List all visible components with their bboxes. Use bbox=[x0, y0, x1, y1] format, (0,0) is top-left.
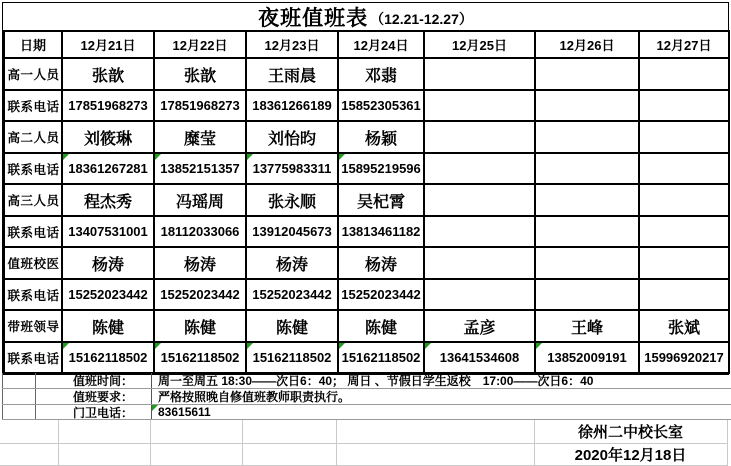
person-cell[interactable] bbox=[424, 184, 535, 216]
row-label[interactable]: 联系电话 bbox=[4, 216, 62, 247]
phone-cell[interactable] bbox=[639, 153, 729, 184]
person-cell[interactable] bbox=[424, 58, 535, 90]
phone-cell[interactable] bbox=[535, 90, 639, 121]
duty-table bbox=[3, 30, 730, 374]
duty-time-text[interactable]: 周一至周五 18:30——次日6：40； 周日 、节假日学生返校 17:00——次日6：40 bbox=[158, 374, 594, 388]
person-cell[interactable]: 陈健 bbox=[62, 310, 154, 342]
footer-section bbox=[0, 420, 731, 466]
phone-cell[interactable]: 15852305361 bbox=[338, 90, 424, 121]
person-cell[interactable]: 冯瑶周 bbox=[154, 184, 246, 216]
row-label[interactable]: 联系电话 bbox=[4, 90, 62, 121]
date-header-cell[interactable]: 12月21日 bbox=[62, 31, 154, 58]
phone-cell[interactable]: 15252023442 bbox=[338, 279, 424, 310]
phone-cell[interactable] bbox=[424, 153, 535, 184]
phone-cell[interactable]: 15162118502 bbox=[62, 342, 154, 373]
phone-cell[interactable]: 18361267281 bbox=[62, 153, 154, 184]
table-row-grade2-staff bbox=[4, 121, 729, 153]
phone-cell[interactable]: 13813461182 bbox=[338, 216, 424, 247]
date-header-cell[interactable]: 12月26日 bbox=[535, 31, 639, 58]
empty-cell[interactable] bbox=[2, 373, 36, 388]
phone-cell[interactable] bbox=[535, 153, 639, 184]
person-cell[interactable] bbox=[535, 58, 639, 90]
gridline bbox=[727, 420, 728, 466]
table-row-grade3-phone bbox=[4, 216, 729, 247]
person-cell[interactable]: 程杰秀 bbox=[62, 184, 154, 216]
phone-cell[interactable]: 13775983311 bbox=[246, 153, 338, 184]
phone-cell[interactable]: 17851968273 bbox=[62, 90, 154, 121]
person-cell[interactable]: 吴杞霄 bbox=[338, 184, 424, 216]
person-cell[interactable]: 陈健 bbox=[338, 310, 424, 342]
duty-requirement-text[interactable]: 严格按照晚自修值班教师职责执行。 bbox=[158, 390, 351, 404]
date-header-cell[interactable]: 12月23日 bbox=[246, 31, 338, 58]
phone-cell[interactable]: 13912045673 bbox=[246, 216, 338, 247]
phone-cell[interactable]: 13407531001 bbox=[62, 216, 154, 247]
person-cell[interactable] bbox=[535, 247, 639, 279]
person-cell[interactable] bbox=[424, 121, 535, 153]
phone-cell[interactable] bbox=[639, 279, 729, 310]
note-label[interactable]: 门卫电话： bbox=[36, 405, 152, 419]
phone-cell[interactable]: 13641534608 bbox=[424, 342, 535, 373]
empty-cell[interactable] bbox=[2, 405, 36, 419]
phone-cell[interactable] bbox=[639, 90, 729, 121]
phone-cell[interactable]: 18112033066 bbox=[154, 216, 246, 247]
row-label[interactable]: 值班校医 bbox=[4, 247, 62, 279]
phone-cell[interactable] bbox=[424, 216, 535, 247]
date-header-cell[interactable]: 12月25日 bbox=[424, 31, 535, 58]
person-cell[interactable]: 张斌 bbox=[639, 310, 729, 342]
row-label[interactable]: 高二人员 bbox=[4, 121, 62, 153]
row-label[interactable]: 联系电话 bbox=[4, 153, 62, 184]
table-row-grade1-staff bbox=[4, 58, 729, 90]
phone-cell[interactable]: 15252023442 bbox=[246, 279, 338, 310]
phone-cell[interactable] bbox=[535, 216, 639, 247]
note-label[interactable]: 值班要求： bbox=[36, 389, 152, 404]
person-cell[interactable]: 糜莹 bbox=[154, 121, 246, 153]
person-cell[interactable] bbox=[639, 58, 729, 90]
table-row-grade2-phone bbox=[4, 153, 729, 184]
notes-section bbox=[2, 373, 731, 420]
note-label[interactable]: 值班时间： bbox=[36, 373, 152, 388]
phone-cell[interactable]: 15252023442 bbox=[62, 279, 154, 310]
phone-cell[interactable]: 13852009191 bbox=[535, 342, 639, 373]
person-cell[interactable]: 王峰 bbox=[535, 310, 639, 342]
person-cell[interactable]: 陈健 bbox=[246, 310, 338, 342]
phone-cell[interactable]: 15162118502 bbox=[154, 342, 246, 373]
gate-phone-text[interactable]: 83615611 bbox=[152, 405, 731, 419]
phone-cell[interactable]: 13852151357 bbox=[154, 153, 246, 184]
empty-cell[interactable] bbox=[2, 389, 36, 404]
person-cell[interactable] bbox=[639, 121, 729, 153]
person-cell[interactable]: 杨涛 bbox=[154, 247, 246, 279]
person-cell[interactable] bbox=[639, 247, 729, 279]
table-row-leader bbox=[4, 310, 729, 342]
table-row-leader-phone bbox=[4, 342, 729, 373]
person-cell[interactable]: 杨涛 bbox=[338, 247, 424, 279]
person-cell[interactable]: 刘筱琳 bbox=[62, 121, 154, 153]
person-cell[interactable]: 陈健 bbox=[154, 310, 246, 342]
table-row-grade1-phone bbox=[4, 90, 729, 121]
person-cell[interactable]: 杨颖 bbox=[338, 121, 424, 153]
date-header-cell[interactable]: 12月27日 bbox=[639, 31, 729, 58]
phone-cell[interactable] bbox=[535, 279, 639, 310]
person-cell[interactable]: 刘怡昀 bbox=[246, 121, 338, 153]
table-row-doctor bbox=[4, 247, 729, 279]
signature-date[interactable]: 2020年12月18日 bbox=[574, 447, 687, 464]
phone-cell[interactable]: 15252023442 bbox=[154, 279, 246, 310]
duty-roster-sheet bbox=[2, 2, 729, 375]
date-header-cell[interactable]: 12月24日 bbox=[338, 31, 424, 58]
signature-office[interactable]: 徐州二中校长室 bbox=[577, 424, 683, 441]
person-cell[interactable] bbox=[424, 247, 535, 279]
phone-cell[interactable] bbox=[424, 90, 535, 121]
phone-cell[interactable] bbox=[639, 216, 729, 247]
person-cell[interactable]: 张永顺 bbox=[246, 184, 338, 216]
person-cell[interactable] bbox=[535, 184, 639, 216]
person-cell[interactable]: 张歆 bbox=[62, 58, 154, 90]
phone-cell[interactable]: 15162118502 bbox=[246, 342, 338, 373]
row-label[interactable]: 带班领导 bbox=[4, 310, 62, 342]
sheet-title-date-range: （12.21-12.27） bbox=[370, 10, 473, 27]
row-label[interactable]: 高三人员 bbox=[4, 184, 62, 216]
person-cell[interactable]: 张歆 bbox=[154, 58, 246, 90]
table-row-grade3-staff bbox=[4, 184, 729, 216]
person-cell[interactable] bbox=[639, 184, 729, 216]
person-cell[interactable]: 王雨晨 bbox=[246, 58, 338, 90]
phone-cell[interactable] bbox=[424, 279, 535, 310]
note-row-gate-phone bbox=[2, 405, 731, 420]
phone-cell[interactable]: 17851968273 bbox=[154, 90, 246, 121]
phone-cell[interactable]: 15162118502 bbox=[338, 342, 424, 373]
phone-cell[interactable]: 18361266189 bbox=[246, 90, 338, 121]
person-cell[interactable] bbox=[535, 121, 639, 153]
sheet-title: 夜班值班表 bbox=[258, 6, 369, 30]
phone-cell[interactable]: 15895219596 bbox=[338, 153, 424, 184]
note-row-duty-time bbox=[2, 373, 731, 389]
row-label[interactable]: 高一人员 bbox=[4, 58, 62, 90]
date-header-cell[interactable]: 12月22日 bbox=[154, 31, 246, 58]
table-header-row bbox=[4, 31, 729, 58]
phone-cell[interactable]: 15996920217 bbox=[639, 342, 729, 373]
row-label[interactable]: 联系电话 bbox=[4, 279, 62, 310]
date-corner-cell[interactable]: 日期 bbox=[4, 31, 62, 58]
row-label[interactable]: 联系电话 bbox=[4, 342, 62, 373]
person-cell[interactable]: 杨涛 bbox=[246, 247, 338, 279]
person-cell[interactable]: 杨涛 bbox=[62, 247, 154, 279]
person-cell[interactable]: 邓翡 bbox=[338, 58, 424, 90]
table-row-doctor-phone bbox=[4, 279, 729, 310]
sheet-title-row bbox=[3, 3, 728, 30]
person-cell[interactable]: 孟彦 bbox=[424, 310, 535, 342]
